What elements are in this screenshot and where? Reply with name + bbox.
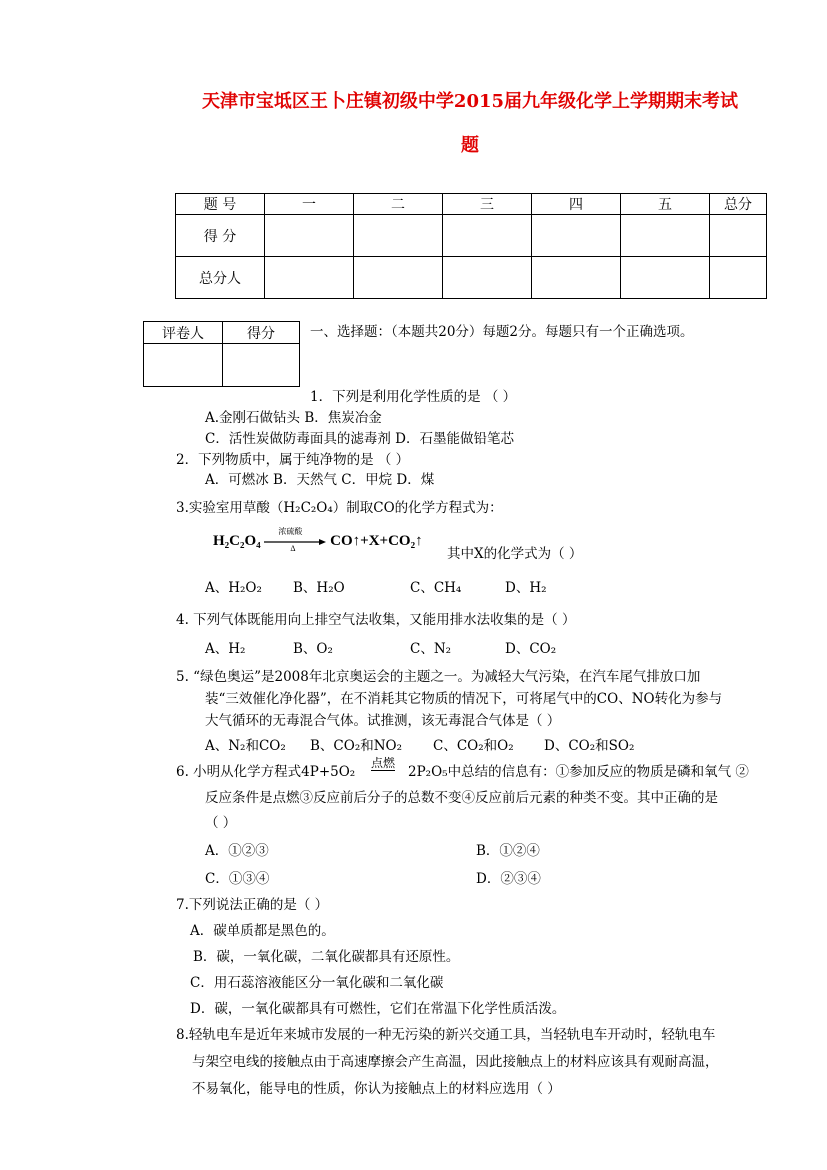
q5-line1: 5. “绿色奥运”是2008年北京奥运会的主题之一。为减轻大气污染，在汽车尾气排放口加 <box>176 669 701 685</box>
q7-option-c: C．用石蕊溶液能区分一氧化碳和二氧化碳 <box>190 975 444 991</box>
q4-option-c: C、N₂ <box>410 641 452 657</box>
q7-option-d: D．碳，一氧化碳都具有可燃性，它们在常温下化学性质活泼。 <box>190 1001 566 1017</box>
q6-option-a: A．①②③ <box>205 843 269 859</box>
exam-title-line1: 天津市宝坻区王卜庄镇初级中学2015届九年级化学上学期期末考试 <box>201 91 739 112</box>
score-header-4: 四 <box>532 194 621 215</box>
score-header-total: 总分 <box>710 194 767 215</box>
q3-eq-arrow <box>264 526 326 553</box>
q3-eq-tail: 其中X的化学式为（ ） <box>447 546 583 562</box>
q6-line3: （ ） <box>205 815 237 831</box>
q6-line1-a: 6. 小明从化学方程式4P+5O₂ <box>176 764 356 780</box>
q5-option-d: D、CO₂和SO₂ <box>544 738 635 754</box>
score-table <box>175 193 767 299</box>
q3-stem: 3.实验室用草酸（H₂C₂O₄）制取CO的化学方程式为： <box>176 500 503 516</box>
tallier-cell[interactable] <box>265 257 354 299</box>
score-cell[interactable] <box>443 215 532 257</box>
q8-line2: 与架空电线的接触点由于高速摩擦会产生高温，因此接触点上的材料应该具有观耐高温， <box>192 1054 719 1070</box>
q1-stem: 1．下列是利用化学性质的是 （ ） <box>310 389 517 405</box>
q3-option-b: B、H₂O <box>293 580 345 596</box>
q3-option-d: D、H₂ <box>505 580 547 596</box>
section-1-heading: 一、选择题：（本题共20分）每题2分。每题只有一个正确选项。 <box>310 324 694 340</box>
q2-options: A．可燃冰 B．天然气 C．甲烷 D．煤 <box>205 472 435 488</box>
q6-line1-b: 2P₂O₅中总结的信息有：①参加反应的物质是磷和氧气 ② <box>408 764 749 780</box>
q5-line2: 装“三效催化净化器”，在不消耗其它物质的情况下，可将尾气中的CO、NO转化为参与 <box>205 691 723 707</box>
tallier-cell[interactable] <box>532 257 621 299</box>
q1-options-cd: C．活性炭做防毒面具的滤毒剂 D．石墨能做铅笔芯 <box>205 431 514 447</box>
q6-option-c: C．①③④ <box>205 871 270 887</box>
grader-score-cell[interactable] <box>223 344 300 387</box>
q3-option-a: A、H₂O₂ <box>205 580 262 596</box>
q3-eq-cond-bottom: Δ <box>290 543 296 553</box>
q8-line1: 8.轻轨电车是近年来城市发展的一种无污染的新兴交通工具，当轻轨电车开动时，轻轨电车 <box>176 1027 716 1043</box>
q3-option-c: C、CH₄ <box>410 580 462 596</box>
q3-eq-cond-top: 浓硫酸 <box>278 526 303 536</box>
score-header-2: 二 <box>354 194 443 215</box>
q7-option-a: A．碳单质都是黑色的。 <box>190 923 335 939</box>
score-header-label: 题 号 <box>176 194 265 215</box>
q8-line3: 不易氧化，能导电的性质，你认为接触点上的材料应选用（ ） <box>192 1081 561 1097</box>
tallier-cell[interactable] <box>443 257 532 299</box>
score-header-3: 三 <box>443 194 532 215</box>
q3-eq-right: CO↑+X+CO₂↑ <box>330 533 423 549</box>
grader-score-label: 得分 <box>223 322 300 344</box>
score-header-1: 一 <box>265 194 354 215</box>
tallier-cell[interactable] <box>710 257 767 299</box>
q5-option-b: B、CO₂和NO₂ <box>310 738 403 754</box>
tallier-cell[interactable] <box>354 257 443 299</box>
q6-line2: 反应条件是点燃③反应前后分子的总数不变④反应前后元素的种类不变。其中正确的是 <box>205 790 718 806</box>
score-cell[interactable] <box>710 215 767 257</box>
q4-option-b: B、O₂ <box>293 641 333 657</box>
q4-option-d: D、CO₂ <box>505 641 557 657</box>
q7-option-b: B．碳，一氧化碳，二氧化碳都具有还原性。 <box>193 949 460 965</box>
score-header-5: 五 <box>621 194 710 215</box>
score-row-label: 得 分 <box>176 215 265 257</box>
score-cell[interactable] <box>354 215 443 257</box>
grader-cell[interactable] <box>144 344 223 387</box>
q5-option-a: A、N₂和CO₂ <box>205 738 286 754</box>
q3-equation <box>213 526 423 553</box>
q3-eq-left: H₂C₂O₄ <box>213 533 261 549</box>
q5-option-c: C、CO₂和O₂ <box>433 738 514 754</box>
q2-stem: 2．下列物质中，属于纯净物的是 （ ） <box>176 452 410 468</box>
q6-option-d: D．②③④ <box>476 871 541 887</box>
score-cell[interactable] <box>621 215 710 257</box>
q1-options-ab: A.金刚石做钻头 B．焦炭冶金 <box>205 410 382 426</box>
tallier-cell[interactable] <box>621 257 710 299</box>
score-cell[interactable] <box>265 215 354 257</box>
grader-box <box>143 321 300 387</box>
q6-option-b: B．①②④ <box>476 843 540 859</box>
score-cell[interactable] <box>532 215 621 257</box>
q6-condition: 点燃 <box>371 756 396 770</box>
q5-line3: 大气循环的无毒混合气体。试推测，该无毒混合气体是（ ） <box>205 713 561 729</box>
q4-stem: 4. 下列气体既能用向上排空气法收集，又能用排水法收集的是（ ） <box>176 612 576 628</box>
exam-title-line2: 题 <box>461 135 479 156</box>
tallier-row-label: 总分人 <box>176 257 265 299</box>
grader-label: 评卷人 <box>144 322 223 344</box>
q4-option-a: A、H₂ <box>205 641 246 657</box>
q7-stem: 7.下列说法正确的是（ ） <box>176 897 329 913</box>
